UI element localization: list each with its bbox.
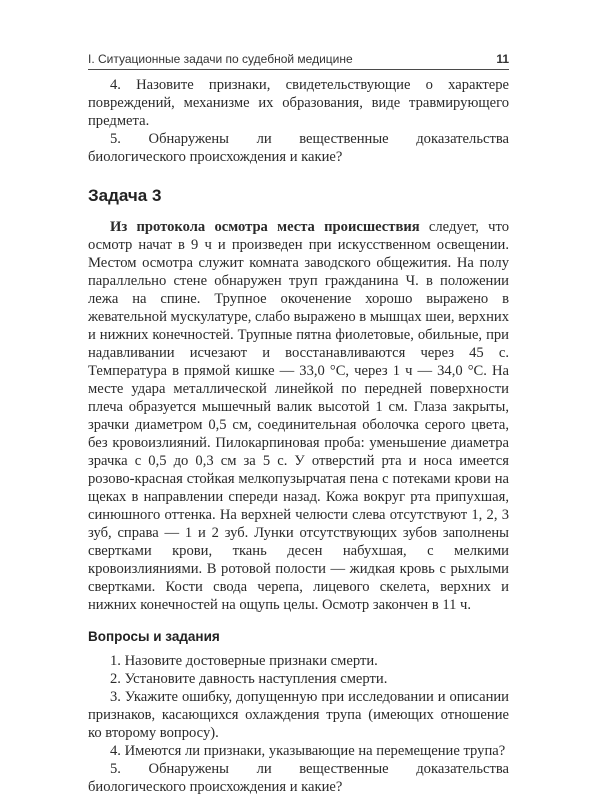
prev-question-5: 5. Обнаружены ли вещественные доказательства биологического происхождения и какие? <box>88 131 509 165</box>
page-number: 11 <box>496 52 509 66</box>
header-divider <box>88 69 509 70</box>
page-content <box>88 76 509 796</box>
task-heading: Задача 3 <box>88 186 162 205</box>
running-header <box>88 52 509 66</box>
questions-heading: Вопросы и задания <box>88 629 220 644</box>
task-text <box>88 218 509 614</box>
task-body: следует, что осмотр начат в 9 ч и произведен при искусственном освещении. Местом осмотра служит комната заводского общежития. На полу параллельно стене обнаружен труп гражданина Ч. в положении лежа на спине. Трупное окоченение хорошо выражено в жевательной мускулатуре, слабо выражено в мышцах шеи, верхних и нижних конечностей. Трупные пятна фиолетовые, обильные, при надавливании исчезают и восстанавливаются через 45 с. Температура в прямой кишке — 33,0 °С, через 1 ч — 34,0 °С. На месте удара металлической линейкой по передней поверхности плеча образуется мышечный валик высотой 1 см. Глаза закрыты, зрачки диаметром 0,5 см, соединительная оболочка серого цвета, без кровоизлияний. Пилокарпиновая проба: уменьшение диаметра зрачка с 0,5 до 0,3 см за 5 с. У отверстий рта и носа имеется розово-красная стойкая мелкопузырчатая пена с потеками крови на щеках в направлении спереди назад. Кожа вокруг рта припухшая, синюшного оттенка. На верхней челюсти слева отсутствуют 1, 2, 3 зуб, справа — 1 и 2 зуб. Лунки отсутствующих зубов заполнены свертками крови, ткань десен набухшая, с мелкими кровоизлияниями. В ротовой полости — жидкая кровь с рыхлыми свертками. Кости свода черепа, лицевого скелета, верхних и нижних конечностей на ощупь целы. Осмотр закончен в 11 ч. <box>88 219 509 613</box>
question-item: 5. Обнаружены ли вещественные доказательства биологического происхождения и какие? <box>88 761 509 795</box>
question-item: 4. Имеются ли признаки, указывающие на перемещение трупа? <box>110 743 506 759</box>
prev-question-4: 4. Назовите признаки, свидетельствующие о характере повреждений, механизме их образования, виде травмирующего предмета. <box>88 77 509 129</box>
task-lead: Из протокола осмотра места происшествия <box>110 219 420 235</box>
question-item: 1. Назовите достоверные признаки смерти. <box>110 653 378 669</box>
question-item: 2. Установите давность наступления смерти. <box>110 671 388 687</box>
question-item: 3. Укажите ошибку, допущенную при исследовании и описании признаков, касающихся охлаждения трупа (имеющих отношение ко второму вопросу). <box>88 689 509 741</box>
section-title: I. Ситуационные задачи по судебной медицине <box>88 52 353 66</box>
